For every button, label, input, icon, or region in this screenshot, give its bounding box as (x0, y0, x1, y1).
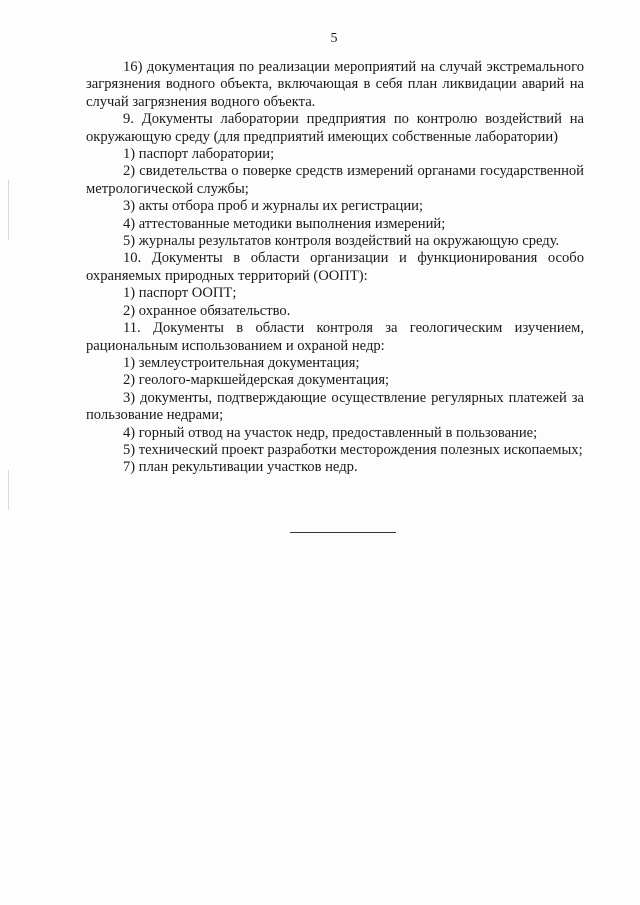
closing-separator-line (290, 532, 396, 533)
section-11-heading: 11. Документы в области контроля за геологическим изучением, рациональным использованием и охраной недр: (86, 320, 584, 354)
scan-margin-mark (8, 470, 9, 510)
list-item: 2) геолого-маркшейдерская документация; (123, 372, 390, 389)
section-9-heading: 9. Документы лаборатории предприятия по контролю воздействий на окружающую среду (для предприятий имеющих собственные лаборатории) (86, 111, 584, 145)
list-item: 5) технический проект разработки месторождения полезных ископаемых; (123, 441, 583, 458)
scan-margin-mark (8, 180, 9, 240)
section-10-heading: 10. Документы в области организации и функционирования особо охраняемых природных территорий (ООПТ): (86, 250, 584, 284)
list-item: 7) план рекультивации участков недр. (123, 459, 358, 476)
list-item: 3) акты отбора проб и журналы их регистрации; (123, 198, 424, 215)
paragraph-item-16: 16) документация по реализации мероприятий на случай экстремального загрязнения водного объекта, включающая в себя план ликвидации аварий на случай загрязнения водного объекта. (86, 59, 584, 110)
list-item: 4) аттестованные методики выполнения измерений; (123, 215, 446, 232)
list-item: 2) охранное обязательство. (123, 302, 291, 319)
list-item: 2) свидетельства о поверке средств измерений органами государственной метрологической службы; (86, 163, 584, 197)
list-item: 1) землеустроительная документация; (123, 354, 360, 371)
list-item: 4) горный отвод на участок недр, предоставленный в пользование; (123, 424, 538, 441)
document-body (86, 59, 584, 477)
list-item: 1) паспорт лаборатории; (123, 146, 275, 163)
list-item: 3) документы, подтверждающие осуществление регулярных платежей за пользование недрами; (86, 389, 584, 424)
page-number: 5 (330, 31, 338, 46)
list-item: 1) паспорт ООПТ; (123, 285, 237, 302)
list-item: 5) журналы результатов контроля воздействий на окружающую среду. (123, 233, 560, 250)
